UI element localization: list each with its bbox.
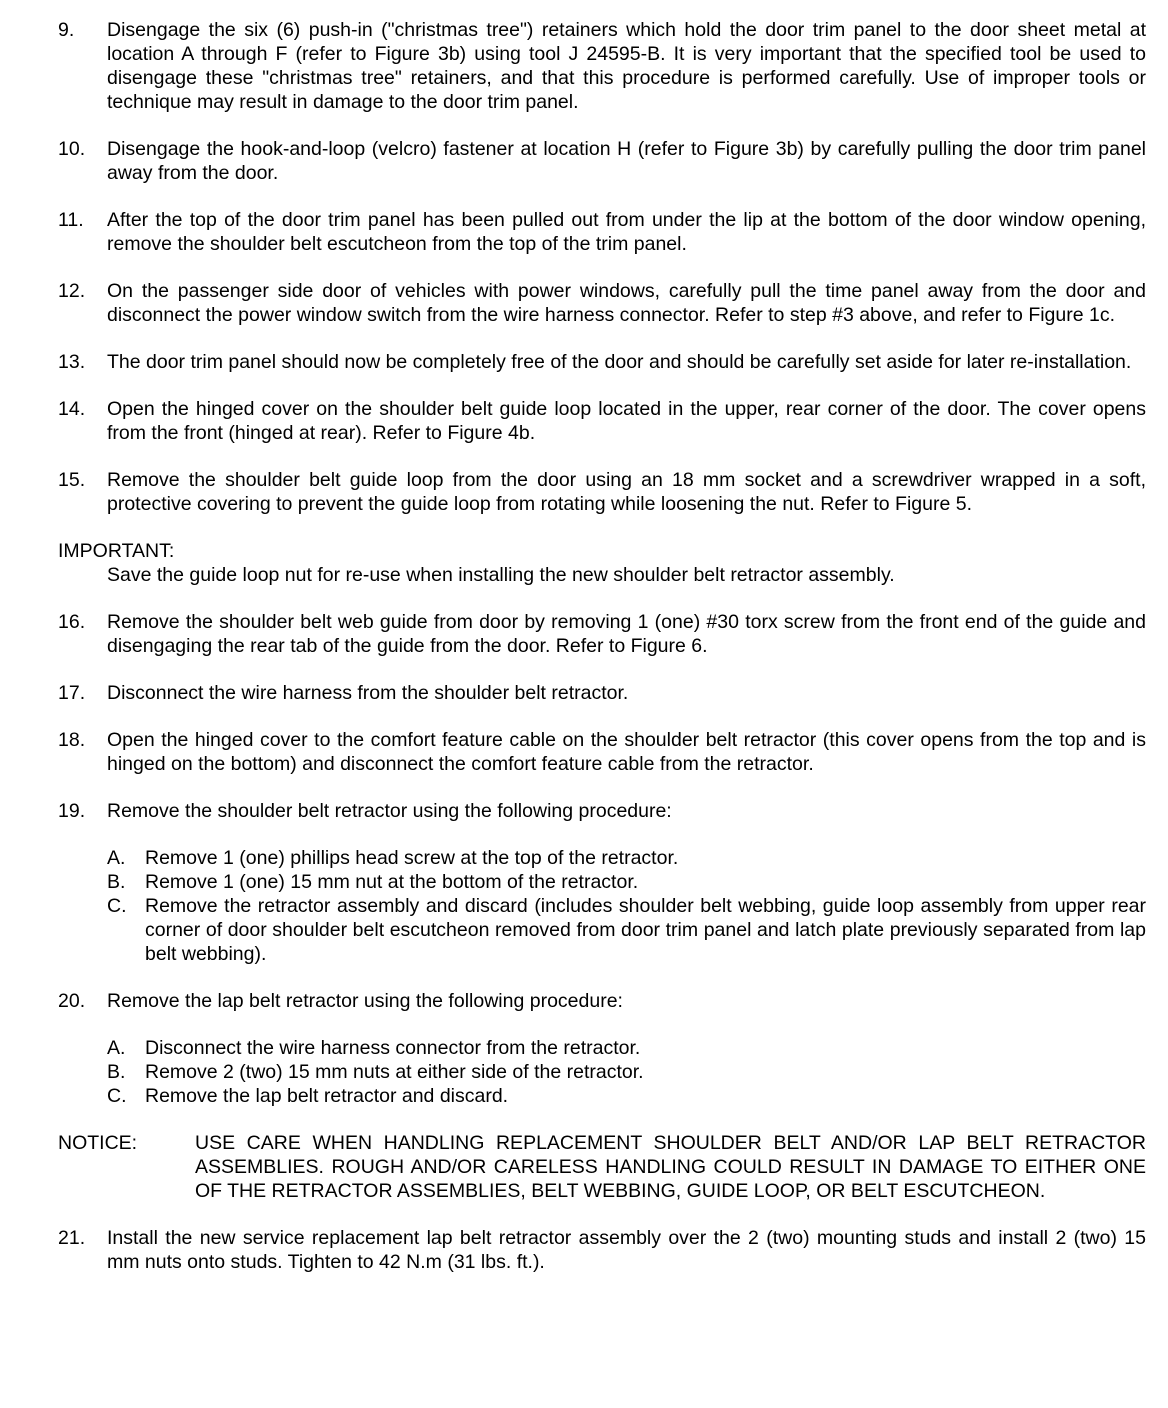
step-text: Disconnect the wire harness from the shoulder belt retractor. bbox=[107, 682, 629, 704]
sub-step-c bbox=[107, 894, 1146, 966]
step-number: 11. bbox=[58, 209, 84, 231]
step-number: 16. bbox=[58, 611, 86, 633]
step-text: On the passenger side door of vehicles with power windows, carefully pull the time panel away from the door and disconnect the power window switch from the wire harness connector. Refer to step #3 above, and refer to Figure 1c. bbox=[107, 280, 1146, 326]
sub-step-text: Remove 1 (one) phillips head screw at the top of the retractor. bbox=[145, 847, 679, 869]
step-text: Disengage the hook-and-loop (velcro) fastener at location H (refer to Figure 3b) by carefully pulling the door trim panel away from the door. bbox=[107, 138, 1146, 184]
step-number: 12. bbox=[58, 280, 86, 302]
step-11 bbox=[58, 208, 1146, 256]
step-number: 9. bbox=[58, 19, 75, 41]
important-text: Save the guide loop nut for re-use when installing the new shoulder belt retractor assembly. bbox=[107, 564, 895, 586]
step-number: 14. bbox=[58, 398, 86, 420]
step-13 bbox=[58, 350, 1146, 374]
notice-label: NOTICE: bbox=[58, 1132, 138, 1154]
step-number: 21. bbox=[58, 1227, 86, 1249]
sub-step-letter: C. bbox=[107, 895, 127, 917]
step-19 bbox=[58, 799, 1146, 966]
step-number: 20. bbox=[58, 990, 86, 1012]
step-body bbox=[107, 989, 1146, 1108]
step-text: The door trim panel should now be completely free of the door and should be carefully set aside for later re-installation. bbox=[107, 351, 1132, 373]
step-number: 17. bbox=[58, 682, 86, 704]
sub-step-a bbox=[107, 846, 1146, 870]
step-17 bbox=[58, 681, 1146, 705]
sub-step-letter: C. bbox=[107, 1085, 127, 1107]
step-12 bbox=[58, 279, 1146, 327]
step-text: Install the new service replacement lap belt retractor assembly over the 2 (two) mounting studs and install 2 (two) 15 mm nuts onto studs. Tighten to 42 N.m (31 lbs. ft.). bbox=[107, 1227, 1146, 1273]
step-number: 15. bbox=[58, 469, 86, 491]
sub-step-list bbox=[107, 1036, 1146, 1108]
sub-step-c bbox=[107, 1084, 1146, 1108]
step-number: 10. bbox=[58, 138, 86, 160]
step-text: Remove the shoulder belt web guide from door by removing 1 (one) #30 torx screw from the front end of the guide and disengaging the rear tab of the guide from the door. Refer to Figure 6. bbox=[107, 611, 1146, 657]
sub-step-text: Disconnect the wire harness connector from the retractor. bbox=[145, 1037, 641, 1059]
step-number: 19. bbox=[58, 800, 86, 822]
step-text: Disengage the six (6) push-in ("christmas tree") retainers which hold the door trim panel to the door sheet metal at location A through F (refer to Figure 3b) using tool J 24595-B. It is very important that the specified tool be used to disengage these "christmas tree" retainers, and that this procedure is performed carefully. Use of improper tools or technique may result in damage to the door trim panel. bbox=[107, 19, 1146, 113]
step-number: 18. bbox=[58, 729, 86, 751]
step-body bbox=[107, 799, 1146, 966]
sub-step-letter: B. bbox=[107, 871, 126, 893]
step-14 bbox=[58, 397, 1146, 445]
sub-step-letter: B. bbox=[107, 1061, 126, 1083]
step-15 bbox=[58, 468, 1146, 516]
step-10 bbox=[58, 137, 1146, 185]
sub-step-list bbox=[107, 846, 1146, 966]
sub-step-text: Remove 1 (one) 15 mm nut at the bottom of the retractor. bbox=[145, 871, 639, 893]
step-21 bbox=[58, 1226, 1146, 1274]
step-18 bbox=[58, 728, 1146, 776]
sub-step-text: Remove the retractor assembly and discard (includes shoulder belt webbing, guide loop assembly from upper rear corner of door shoulder belt escutcheon removed from door trim panel and latch plate previously separated from lap belt webbing). bbox=[145, 895, 1146, 965]
step-text: Open the hinged cover on the shoulder belt guide loop located in the upper, rear corner of the door. The cover opens from the front (hinged at rear). Refer to Figure 4b. bbox=[107, 398, 1146, 444]
step-9 bbox=[58, 18, 1146, 114]
notice-text: USE CARE WHEN HANDLING REPLACEMENT SHOULDER BELT AND/OR LAP BELT RETRACTOR ASSEMBLIES. ROUGH AND/OR CARELESS HANDLING COULD RESULT IN DAMAGE TO EITHER ONE OF THE RETRACTOR ASSEMBLIES, BELT WEBBING, GUIDE LOOP, OR BELT ESCUTCHEON. bbox=[195, 1132, 1146, 1202]
step-number: 13. bbox=[58, 351, 86, 373]
step-text: Remove the lap belt retractor using the following procedure: bbox=[107, 990, 623, 1012]
sub-step-b bbox=[107, 870, 1146, 894]
step-text: Remove the shoulder belt guide loop from the door using an 18 mm socket and a screwdriver wrapped in a soft, protective covering to prevent the guide loop from rotating while loosening the nut. Refer to Figure 5. bbox=[107, 469, 1146, 515]
step-text: Remove the shoulder belt retractor using the following procedure: bbox=[107, 800, 672, 822]
important-note bbox=[58, 539, 1146, 587]
step-16 bbox=[58, 610, 1146, 658]
sub-step-letter: A. bbox=[107, 847, 126, 869]
step-20 bbox=[58, 989, 1146, 1108]
step-text: After the top of the door trim panel has been pulled out from under the lip at the bottom of the door window opening, remove the shoulder belt escutcheon from the top of the trim panel. bbox=[107, 209, 1146, 255]
sub-step-text: Remove 2 (two) 15 mm nuts at either side of the retractor. bbox=[145, 1061, 644, 1083]
sub-step-letter: A. bbox=[107, 1037, 126, 1059]
important-label: IMPORTANT: bbox=[58, 540, 175, 562]
sub-step-a bbox=[107, 1036, 1146, 1060]
sub-step-text: Remove the lap belt retractor and discard. bbox=[145, 1085, 509, 1107]
sub-step-b bbox=[107, 1060, 1146, 1084]
notice-block bbox=[58, 1131, 1146, 1203]
step-text: Open the hinged cover to the comfort feature cable on the shoulder belt retractor (this cover opens from the top and is hinged on the bottom) and disconnect the comfort feature cable from the retractor. bbox=[107, 729, 1146, 775]
